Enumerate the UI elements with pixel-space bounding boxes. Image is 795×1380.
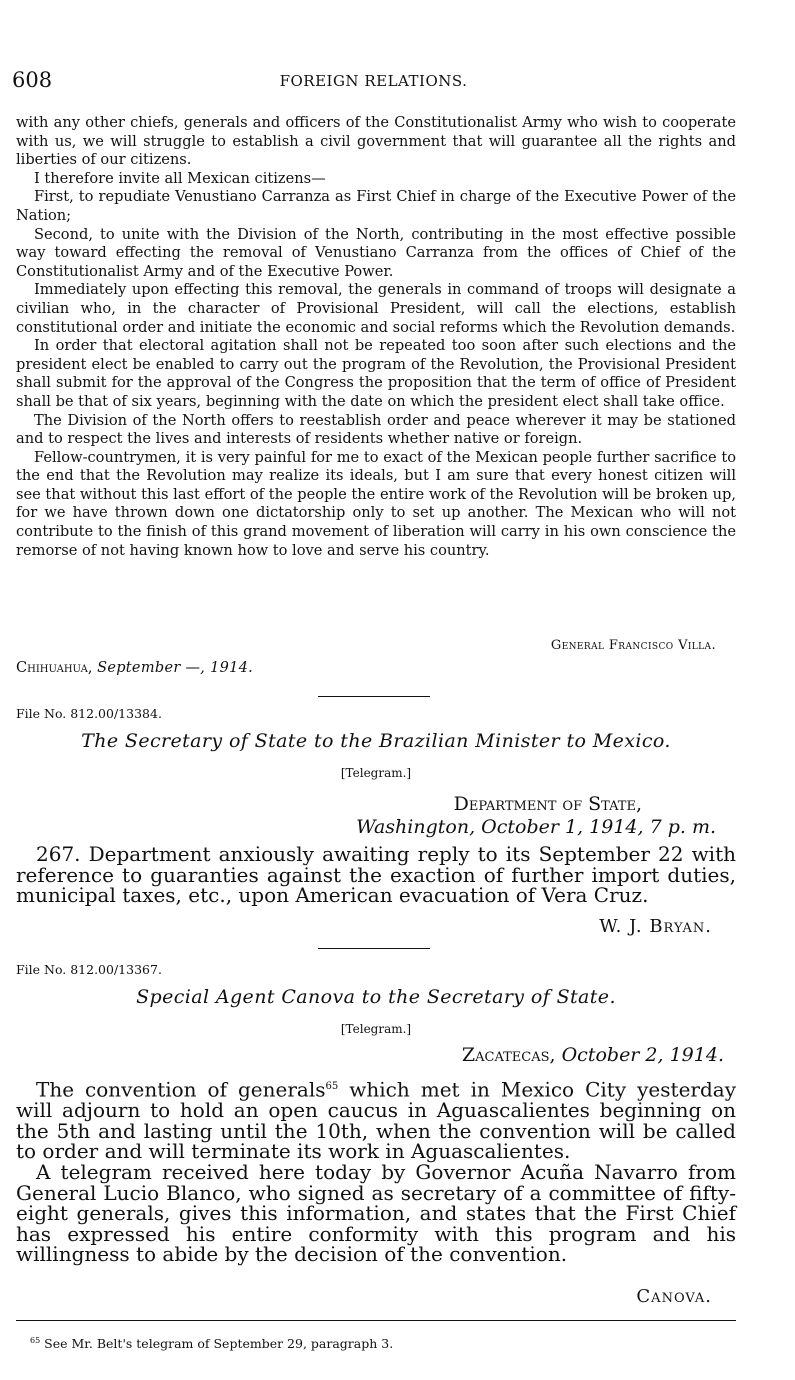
proclamation-paragraph: with any other chiefs, generals and officers of the Constitutionalist Army who wish to cooperate with us, we will struggle to establish a civil government that will guarantee all the rights and liberties of our citizens. (16, 114, 736, 169)
proclamation-paragraph: Fellow-countrymen, it is very painful for me to exact of the Mexican people further sacrifice to the end that the Revolution may realize its ideals, but I am sure that every honest citizen will see that without this last effort of the people the entire work of the Revolution will be broken up, for we have thrown down one dictatorship only to set up another. The Mexican who will not contribute to the finish of this grand movement of liberation will carry in his own conscience the remorse of not having known how to love and serve his country. (16, 448, 736, 559)
proclamation-paragraph: Second, to unite with the Division of the North, contributing in the most effective possible way toward effecting the removal of Venustiano Carranza from the offices of Chief of the Constitutionalist Army and of the Executive Power. (16, 225, 736, 280)
document-heading: Special Agent Canova to the Secretary of State. (136, 986, 616, 1008)
proclamation-paragraph: Immediately upon effecting this removal, the generals in command of troops will designate a civilian who, in the character of Provisional President, will call the elections, establish constitutional order and initiate the economic and social reforms which the Revolution demands. (16, 281, 736, 336)
proclamation-signature: General Francisco Villa. (550, 638, 716, 653)
proclamation-paragraph: The Division of the North offers to reestablish order and peace wherever it may be stationed and to respect the lives and interests of residents whether native or foreign. (16, 411, 736, 448)
page-number: 608 (12, 68, 53, 92)
footnote-reference: 65 (325, 1081, 339, 1092)
proclamation-dateline (16, 660, 736, 676)
dispatch-dateline (16, 1044, 724, 1066)
dispatch-paragraph: The convention of generals$^{65}$ which met in Mexico City yesterday will adjourn to hold an open caucus in Aguascalientes beginning on the 5th and lasting until the 10th, when the convention will be called to order and will terminate its work in Aguascalientes. (16, 1077, 736, 1164)
telegram-paragraph: 267. Department anxiously awaiting reply to its September 22 with reference to guaranties against the exaction of further import duties, municipal taxes, etc., upon American evacuation of Vera Cruz. (16, 842, 736, 908)
page-header (12, 68, 735, 96)
document-heading: The Secretary of State to the Brazilian Minister to Mexico. (81, 730, 671, 752)
separator-rule (318, 948, 430, 949)
proclamation-paragraph: In order that electoral agitation shall not be repeated too soon after such elections and the president elect be enabled to carry out the program of the Revolution, the Provisional President shall submit for the approval of the Congress the proposition that the term of office of President shall be that of six years, beginning with the date on which the president elect shall take office. (16, 337, 736, 410)
telegram-signature: W. J. Bryan. (599, 916, 712, 937)
separator-rule (318, 696, 430, 697)
dispatch-signature: Canova. (636, 1286, 712, 1307)
footnote-text: See Mr. Belt's telegram of September 29, paragraph 3. (44, 1336, 394, 1352)
proclamation-place: Chihuahua, (16, 660, 93, 676)
dispatch-body (16, 1077, 736, 1265)
dispatch-date: October 2, 1914. (561, 1044, 724, 1066)
proclamation-paragraph: I therefore invite all Mexican citizens— (34, 169, 326, 187)
sender-department: Department of State, (453, 793, 642, 815)
running-title: FOREIGN RELATIONS. (279, 72, 468, 90)
proclamation-paragraph: First, to repudiate Venustiano Carranza as First Chief in charge of the Executive Power of the Nation; (16, 188, 736, 224)
proclamation-body (16, 114, 736, 560)
footnote-rule (16, 1320, 736, 1321)
dispatch-place: Zacatecas, (461, 1044, 556, 1066)
telegram-label: [Telegram.] (340, 766, 412, 780)
file-number: File No. 812.00/13384. (16, 706, 162, 721)
telegram-label: [Telegram.] (340, 1022, 412, 1036)
sender-place-date: Washington, October 1, 1914, 7 p. m. (356, 816, 716, 838)
proclamation-date: September —, 1914. (97, 660, 254, 676)
dispatch-paragraph: A telegram received here today by Governor Acuña Navarro from General Lucio Blanco, who signed as secretary of a committee of fifty-eight generals, gives this information, and states that the First Chief has expressed his entire conformity with this program and his willingness to abide by the decision of the convention. (16, 1160, 736, 1267)
footnote (30, 1336, 393, 1351)
telegram-body (16, 844, 736, 906)
file-number: File No. 812.00/13367. (16, 962, 162, 977)
footnote-number: 65 (30, 1336, 41, 1345)
